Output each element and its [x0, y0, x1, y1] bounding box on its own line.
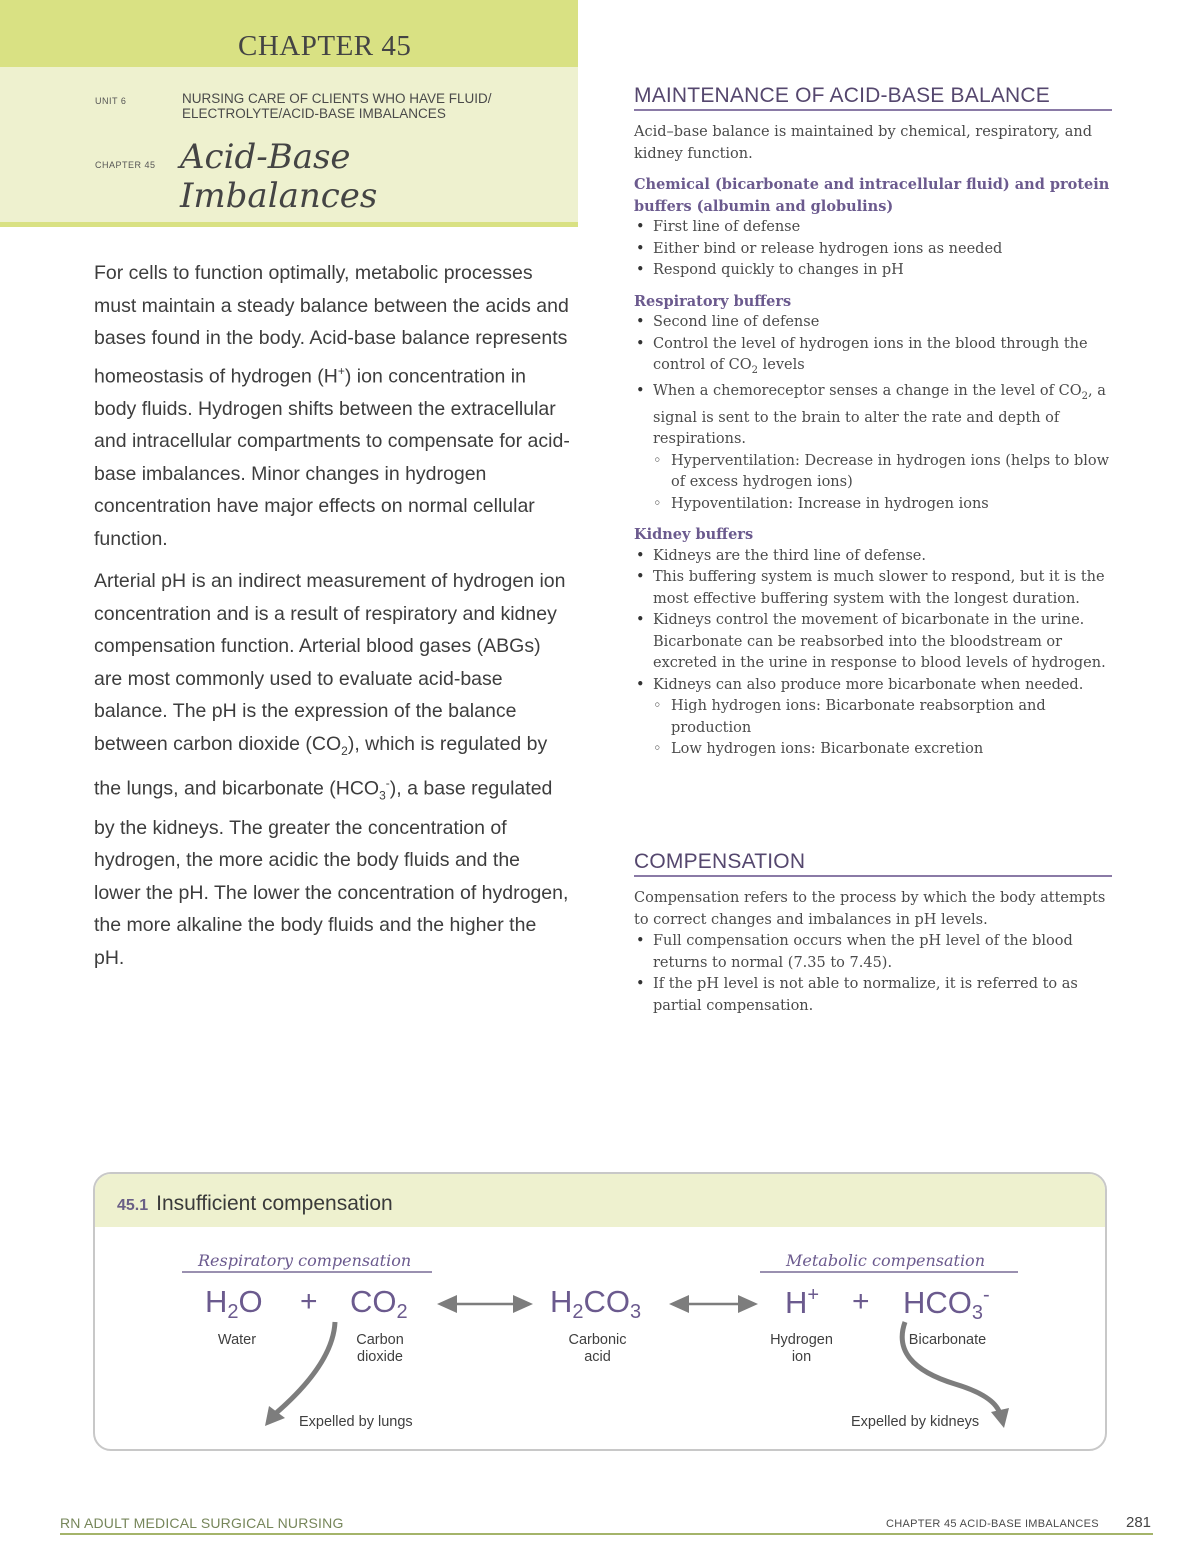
expelled-by-kidneys: Expelled by kidneys	[851, 1414, 980, 1430]
respiratory-buffers-heading: Respiratory buffers	[634, 292, 792, 310]
footer-chapter: CHAPTER 45 ACID-BASE IMBALANCES	[886, 1518, 1099, 1530]
list-item: • Kidneys are the third line of defense.	[634, 546, 1112, 568]
formula-hplus: H+	[785, 1284, 820, 1320]
list-item: • Control the level of hydrogen ions in the blood through the control of $CO_2$ levels	[634, 334, 1112, 382]
figure-title: Insufficient compensation	[156, 1192, 393, 1215]
sub-list-item: ◦ High hydrogen ions: Bicarbonate reabsorption and production	[634, 696, 1112, 739]
respiratory-compensation-label: Respiratory compensation	[198, 1251, 412, 1270]
unit-label: UNIT 6	[95, 96, 127, 106]
double-arrow-icon	[669, 1295, 758, 1313]
list-item: • Respond quickly to changes in pH	[634, 260, 1112, 282]
maintenance-heading: MAINTENANCE OF ACID-BASE BALANCE	[634, 84, 1112, 111]
sub-list-item: ◦ Low hydrogen ions: Bicarbonate excretion	[634, 739, 1112, 761]
list-item: • First line of defense	[634, 217, 1112, 239]
list-item: • Kidneys control the movement of bicarbonate in the urine. Bicarbonate can be reabsorbed into the bloodstream or excreted in the urine in response to blood levels of hydrogen.	[634, 610, 1112, 675]
kidney-buffers-heading: Kidney buffers	[634, 526, 754, 544]
expelled-by-lungs: Expelled by lungs	[299, 1414, 413, 1430]
chapter-tab	[0, 0, 578, 67]
formula-h2co3: $H_2CO_3$	[550, 1284, 642, 1323]
name-water: Water	[217, 1332, 257, 1348]
metabolic-rule	[760, 1271, 1018, 1273]
sub-list-item: ◦ Hypoventilation: Increase in hydrogen ions	[634, 494, 1112, 516]
unit-title: NURSING CARE OF CLIENTS WHO HAVE FLUID/ ELECTROLYTE/ACID-BASE IMBALANCES	[182, 91, 492, 121]
respiratory-buffers-list	[634, 312, 1112, 515]
chapter-title-line1: Acid-Base	[180, 137, 351, 177]
name-carbonic-acid: Carbonic acid	[568, 1332, 627, 1365]
chapter-tab-label: CHAPTER 45	[238, 30, 412, 62]
formula-h2o: $H_2O$	[205, 1284, 263, 1323]
double-arrow-icon	[437, 1295, 533, 1313]
name-hydrogen-ion: Hydrogen ion	[770, 1332, 833, 1365]
name-carbon-dioxide: Carbon dioxide	[356, 1332, 404, 1365]
chemical-buffers-list	[634, 217, 1112, 282]
maintenance-intro: Acid–base balance is maintained by chemical, respiratory, and kidney function.	[634, 124, 1092, 162]
list-item: • Second line of defense	[634, 312, 1112, 334]
sub-list-item: ◦ Hyperventilation: Decrease in hydrogen ions (helps to blow of excess hydrogen ions)	[634, 451, 1112, 494]
formula-co2: $CO_2$	[350, 1284, 408, 1323]
metabolic-compensation-label: Metabolic compensation	[786, 1251, 985, 1270]
chapter-label: CHAPTER 45	[95, 160, 156, 170]
compensation-list	[634, 931, 1112, 1017]
intro-paragraph-2: Arterial pH is an indirect measurement of hydrogen ion concentration and is a result of respiratory and kidney compensation function. Arterial blood gases (ABGs) are most commonly used to evaluate acid-base balance. The pH is the expression of the balance between carbon dioxide $(CO_2)$, which is regulated by the lungs, and bicarbonate $(HCO_3^-)$, a base regulated by the kidneys. The greater the concentration of hydrogen, the more acidic the body fluids and the lower the pH. The lower the concentration of hydrogen, the more alkaline the body fluids and the higher the pH.	[94, 570, 569, 969]
compensation-heading: COMPENSATION	[634, 850, 1112, 877]
chapter-title	[180, 138, 377, 216]
list-item: • Kidneys can also produce more bicarbonate when needed.	[634, 675, 1112, 697]
list-item: • Either bind or release hydrogen ions as needed	[634, 239, 1112, 261]
figure-number: 45.1	[117, 1197, 149, 1214]
figure-box	[93, 1172, 1107, 1451]
respiratory-rule	[182, 1271, 432, 1273]
list-item: • Full compensation occurs when the pH level of the blood returns to normal (7.35 to 7.45).	[634, 931, 1112, 974]
footer-book-title: RN ADULT MEDICAL SURGICAL NURSING	[60, 1515, 344, 1531]
list-item: • This buffering system is much slower to respond, but it is the most effective buffering system with the longest duration.	[634, 567, 1112, 610]
intro-text	[94, 257, 572, 984]
page-number: 281	[1126, 1514, 1152, 1531]
list-item: • If the pH level is not able to normalize, it is referred to as partial compensation.	[634, 974, 1112, 1017]
expelled-lungs-arrow-icon	[265, 1322, 335, 1426]
name-bicarbonate: Bicarbonate	[908, 1332, 987, 1348]
chemical-buffers-heading: Chemical (bicarbonate and intracellular fluid) and protein buffers (albumin and globulins)	[634, 176, 1110, 215]
plus-sign: +	[852, 1285, 870, 1318]
compensation-section	[634, 850, 1112, 1017]
plus-sign: +	[300, 1285, 318, 1318]
footer-rule	[60, 1533, 1153, 1535]
list-item: • When a chemoreceptor senses a change in the level of $CO_2$, a signal is sent to the brain to alter the rate and depth of respirations.	[634, 381, 1112, 450]
chapter-title-line2: Imbalances	[180, 176, 378, 216]
kidney-buffers-list	[634, 546, 1112, 761]
intro-paragraph-1: For cells to function optimally, metabolic processes must maintain a steady balance between the acids and bases found in the body. Acid-base balance represents homeostasis of hydrogen (H+) ion concentration in body fluids. Hydrogen shifts between the extracellular and intracellular compartments to compensate for acid-base imbalances. Minor changes in hydrogen concentration have major effects on normal cellular function.	[94, 262, 570, 550]
maintenance-section	[634, 84, 1112, 761]
compensation-intro: Compensation refers to the process by which the body attempts to correct changes and imbalances in pH levels.	[634, 890, 1106, 928]
formula-hco3: $HCO_3^-$	[903, 1284, 990, 1324]
